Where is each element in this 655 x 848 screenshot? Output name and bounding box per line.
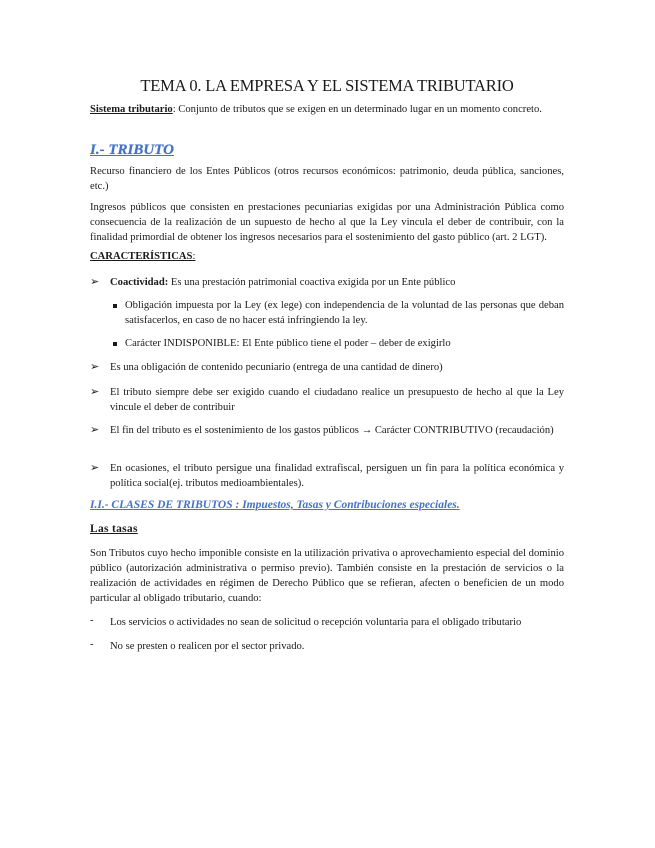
tributo-paragraph-2: Ingresos públicos que consisten en prestaciones pecuniarias exigidas por una Administración Pública como consecuencia de la realización de un supuesto de hecho al que la Ley vincula el deber de contribuir, con la finalidad primordial de obtener los ingresos necesarios para el sostenimiento del gasto público (art. 2 LGT).	[90, 202, 564, 243]
section-heading-tributo: I.- TRIBUTO	[90, 142, 174, 158]
definition-term: Sistema tributario	[90, 104, 173, 115]
arrow-bullet-icon: ➢	[90, 386, 100, 398]
tasas-heading: Las tasas	[90, 523, 138, 535]
tasas-condition: Los servicios o actividades no sean de solicitud o recepción voluntaria para el obligado tributario	[110, 617, 522, 628]
arrow-bullet-icon: ➢	[90, 424, 100, 436]
item-bold-label: Coactividad:	[110, 277, 169, 288]
caracteristica-item: El tributo siempre debe ser exigido cuando el ciudadano realice un presupuesto de hecho al que la Ley vincule el deber de contribuir	[110, 387, 564, 413]
square-bullet-icon	[113, 304, 117, 308]
caracteristicas-colon: :	[192, 251, 196, 262]
definition-line	[90, 104, 564, 115]
caracteristica-item: El fin del tributo es el sostenimiento de los gastos públicos → Carácter CONTRIBUTIVO (recaudación)	[110, 425, 554, 436]
document-title: TEMA 0. LA EMPRESA Y EL SISTEMA TRIBUTARIO	[140, 76, 514, 95]
square-bullet-icon	[113, 342, 117, 346]
caracteristica-item: En ocasiones, el tributo persigue una finalidad extrafiscal, persiguen un fin para la política económica y política social(ej. tributos medioambientales).	[110, 463, 564, 489]
caracteristicas-label: CARACTERÍSTICAS	[90, 251, 193, 262]
arrow-bullet-icon: ➢	[90, 361, 100, 373]
tasas-condition: No se presten o realicen por el sector privado.	[110, 641, 305, 652]
caracteristica-item: Es una obligación de contenido pecuniario (entrega de una cantidad de dinero)	[110, 362, 443, 373]
item-text: Es una prestación patrimonial coactiva exigida por un Ente público	[168, 277, 456, 288]
definition-text: : Conjunto de tributos que se exigen en un determinado lugar en un momento concreto.	[172, 104, 542, 115]
arrow-bullet-icon: ➢	[90, 462, 100, 474]
arrow-bullet-icon: ➢	[90, 276, 100, 288]
caracteristica-subitem: Carácter INDISPONIBLE: El Ente público tiene el poder – deber de exigirlo	[125, 338, 451, 349]
caracteristica-item	[110, 275, 564, 290]
caracteristica-subitem: Obligación impuesta por la Ley (ex lege) con independencia de la voluntad de las personas que deban satisfacerlos, en caso de no hacer está infringiendo la ley.	[125, 300, 564, 326]
dash-bullet: -	[90, 639, 94, 650]
dash-bullet: -	[90, 615, 94, 626]
section-heading-clases: I.I.- CLASES DE TRIBUTOS : Impuestos, Tasas y Contribuciones especiales.	[90, 499, 460, 511]
caracteristicas-heading	[90, 251, 195, 262]
tasas-paragraph: Son Tributos cuyo hecho imponible consiste en la utilización privativa o aprovechamiento especial del dominio público (autorización administrativa o permiso previo). También consiste en la prestación de servicios o la realización de actividades en régimen de Derecho Público que se refieran, afecten o beneficien de un modo particular al obligado tributario, cuando:	[90, 548, 564, 604]
tributo-paragraph-1: Recurso financiero de los Entes Públicos (otros recursos económicos: patrimonio, deuda pública, sanciones, etc.)	[90, 166, 564, 192]
